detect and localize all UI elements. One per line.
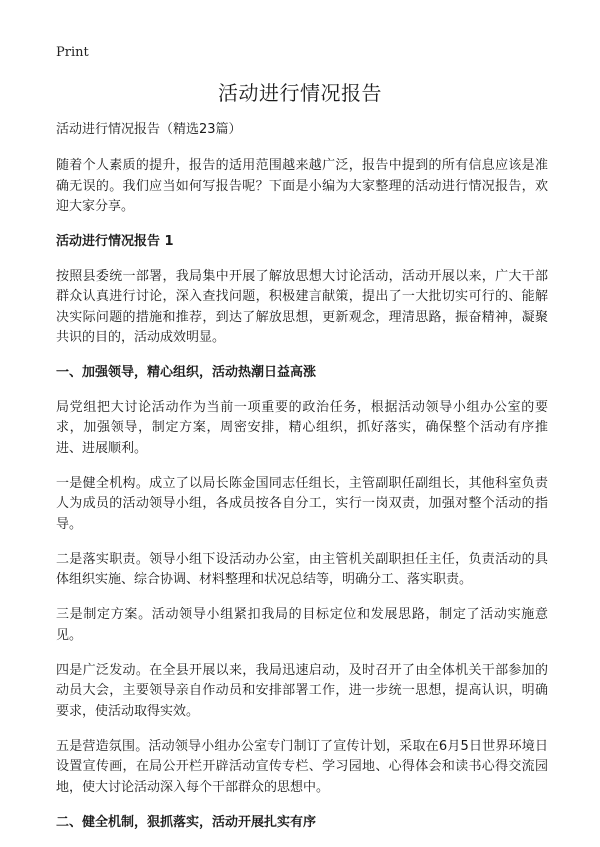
body-paragraph: 一是健全机构。成立了以局长陈金国同志任组长，主管副职任副组长，其他科室负责人为成员的活动领导小组，各成员按各自分工，实行一岗双责，加强对整个活动的指导。 <box>56 475 548 532</box>
document-body <box>56 120 548 847</box>
body-paragraph: 四是广泛发动。在全县开展以来，我局迅速启动，及时召开了由全体机关干部参加的动员大会，主要领导亲自作动员和安排部署工作，进一步统一思想，提高认识，明确要求，使活动取得实效。 <box>56 662 548 719</box>
body-paragraph: 二是落实职责。领导小组下设活动办公室，由主管机关副职担任主任，负责活动的具体组织实施、综合协调、材料整理和状况总结等，明确分工、落实职责。 <box>56 551 548 587</box>
part2-heading: 二、健全机制，狠抓落实，活动开展扎实有序 <box>56 814 317 830</box>
body-paragraph: 五是营造氛围。活动领导小组办公室专门制订了宣传计划，采取在6月5日世界环境日设置宣传画，在局公开栏开辟活动宣传专栏、学习园地、心得体会和读书心得交流园地，使大讨论活动深入每个干部群众的思想中。 <box>56 738 548 795</box>
part1-heading: 一、加强领导，精心组织，活动热潮日益高涨 <box>56 365 317 380</box>
body-paragraph: 三是制定方案。活动领导小组紧扣我局的目标定位和发展思路，制定了活动实施意见。 <box>56 607 548 643</box>
document-subtitle: 活动进行情况报告（精选23篇） <box>56 122 242 137</box>
page-title: 活动进行情况报告 <box>218 81 382 105</box>
intro-paragraph: 随着个人素质的提升，报告的适用范围越来越广泛，报告中提到的所有信息应该是准确无误的。我们应当如何写报告呢？下面是小编为大家整理的活动进行情况报告，欢迎大家分享。 <box>56 158 548 214</box>
print-link[interactable]: Print <box>56 45 89 60</box>
section-intro-paragraph: 按照县委统一部署，我局集中开展了解放思想大讨论活动，活动开展以来，广大干部群众认真进行讨论，深入查找问题，积极建言献策，提出了一大批切实可行的、能解决实际问题的措施和推荐，到达了解放思想，更新观念，理清思路，振奋精神，凝聚共识的目的，活动成效明显。 <box>56 268 548 345</box>
body-paragraph: 局党组把大讨论活动作为当前一项重要的政治任务，根据活动领导小组办公室的要求，加强领导，制定方案，周密安排，精心组织，抓好落实，确保整个活动有序推进、进展顺利。 <box>56 399 548 456</box>
section-heading: 活动进行情况报告 1 <box>56 234 174 249</box>
